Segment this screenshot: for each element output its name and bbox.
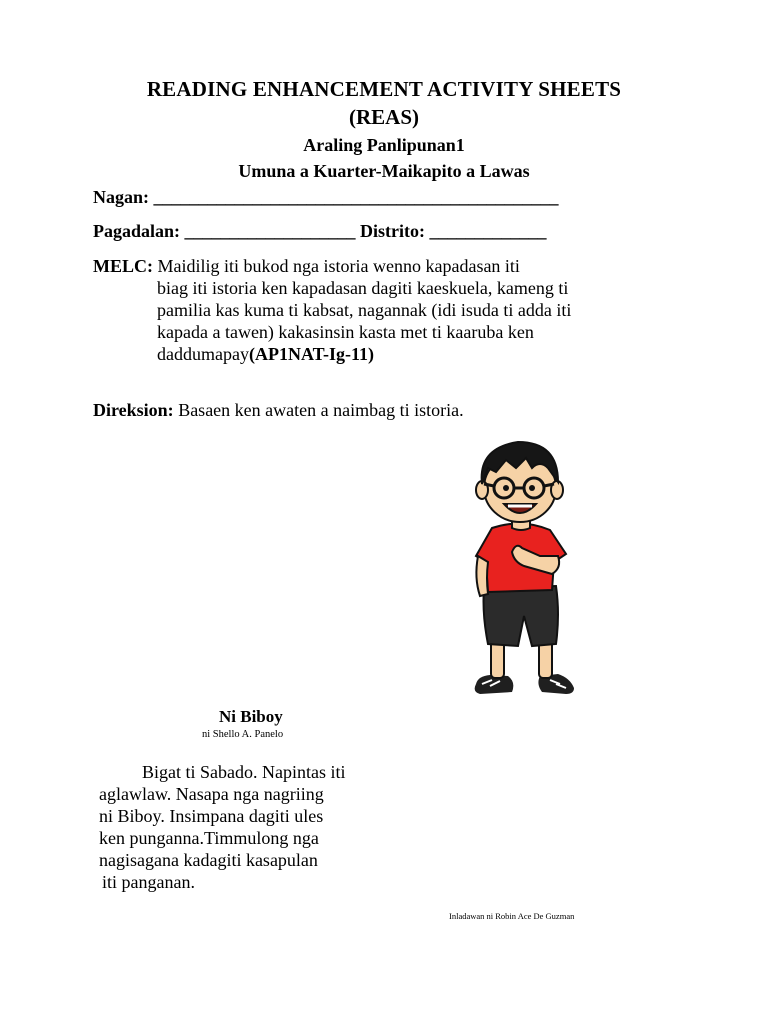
shoes xyxy=(475,674,574,694)
melc-line-4: kapada a tawen) kakasinsin kasta met ti kaaruba ken xyxy=(157,322,534,342)
story-author: ni Shello A. Panelo xyxy=(202,729,284,740)
story-line-6: iti panganan. xyxy=(102,872,195,892)
story-line-4: ken punganna.Timmulong nga xyxy=(99,828,319,848)
melc-text-1: Maidilig iti bukod nga istoria wenno kapadasan iti xyxy=(157,256,520,276)
name-label: Nagan: xyxy=(93,187,150,207)
direction xyxy=(93,400,464,421)
shorts xyxy=(484,586,559,646)
story-line-3: ni Biboy. Insimpana dagiti ules xyxy=(99,806,324,826)
direction-label: Direksion: xyxy=(93,400,174,420)
boy-illustration xyxy=(462,438,586,704)
sheet-title-abbrev: (REAS) xyxy=(348,105,419,129)
direction-text: Basaen ken awaten a naimbag ti istoria. xyxy=(178,400,464,420)
melc-code: (AP1NAT-Ig-11) xyxy=(248,344,374,364)
story-line-2: aglawlaw. Nasapa nga nagriing xyxy=(99,784,324,804)
name-field xyxy=(93,187,559,208)
school-district-field xyxy=(93,221,547,242)
school-blank: ___________________ xyxy=(184,221,356,241)
left-arm xyxy=(476,556,488,596)
school-label: Pagadalan: xyxy=(93,221,181,241)
district-blank: _____________ xyxy=(429,221,547,241)
subject-heading: Araling Panlipunan1 xyxy=(303,135,465,155)
melc-text-5: daddumapay xyxy=(157,344,249,364)
melc-line-2: biag iti istoria ken kapadasan dagiti kaeskuela, kameng ti xyxy=(157,278,569,298)
quarter-heading: Umuna a Kuarter-Maikapito a Lawas xyxy=(238,161,530,181)
melc-line-3: pamilia kas kuma ti kabsat, nagannak (idi isuda ti adda iti xyxy=(157,300,572,320)
name-blank: _____________________________________________ xyxy=(153,187,559,207)
story-line-5: nagisagana kadagiti kasapulan xyxy=(99,850,318,870)
district-label: Distrito: xyxy=(360,221,425,241)
sheet-title: READING ENHANCEMENT ACTIVITY SHEETS xyxy=(146,77,622,101)
story-line-1: Bigat ti Sabado. Napintas iti xyxy=(142,762,346,782)
melc-line-5 xyxy=(157,343,374,366)
story-title: Ni Biboy xyxy=(219,707,283,726)
illustration-credit: Inladawan ni Robin Ace De Guzman xyxy=(449,911,575,921)
melc-line-1 xyxy=(93,255,520,278)
melc-label: MELC: xyxy=(93,256,153,276)
